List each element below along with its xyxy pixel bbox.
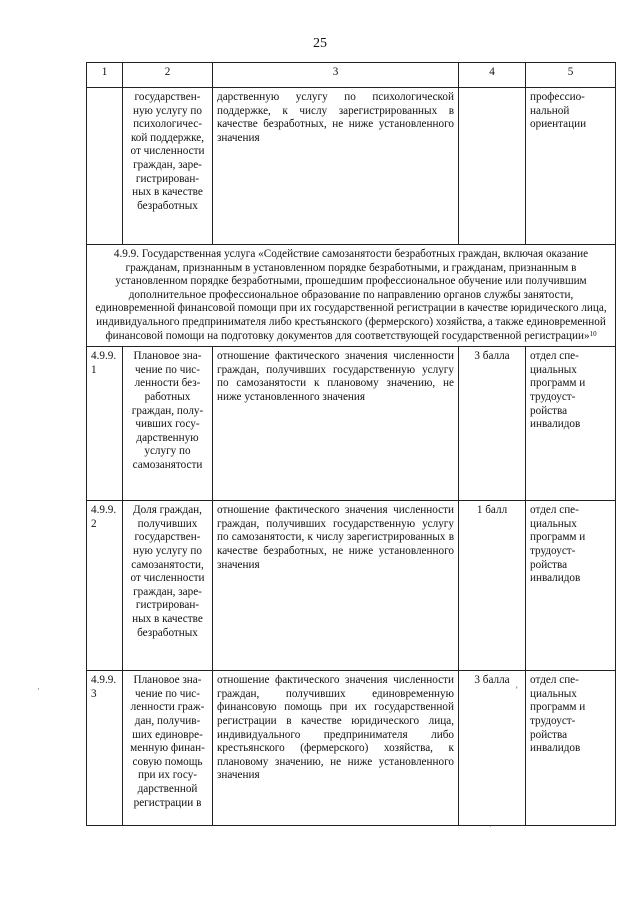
column-number: 1	[87, 63, 123, 88]
indicator-cell: Плановое зна- чение по чис- ленности без- работных граждан, полу- чивших госу- дарственную услугу по самозанятости	[123, 347, 213, 501]
scan-speck: '	[516, 685, 518, 695]
table-row	[87, 88, 616, 245]
column-number: 4	[459, 63, 526, 88]
row-number-cell: 4.9.9. 1	[87, 347, 123, 501]
table-row	[87, 501, 616, 671]
scan-speck: ·	[489, 821, 492, 831]
score-cell: 3 балла	[459, 671, 526, 826]
page-number: 25	[313, 36, 327, 51]
score-cell: 3 балла	[459, 347, 526, 501]
score-cell	[459, 88, 526, 245]
scan-speck: ·	[37, 684, 40, 694]
table-row	[87, 671, 616, 826]
row-number-cell: 4.9.9. 2	[87, 501, 123, 671]
column-numbers-row	[87, 63, 616, 88]
method-cell: дарственную услугу по психологической поддержке, к числу зарегистрированных в качестве безработных, не ниже установленного значения	[213, 88, 459, 245]
column-number: 5	[526, 63, 616, 88]
method-cell: отношение фактического значения численности граждан, получивших государственную услугу по самозанятости, к числу зарегистрированных в качестве безработных, не ниже установленного значения	[213, 501, 459, 671]
score-cell: 1 балл	[459, 501, 526, 671]
table-row	[87, 347, 616, 501]
section-heading	[87, 245, 616, 347]
footnote-ref: 10	[589, 329, 597, 338]
indicator-cell: государствен- ную услугу по психологичес- кой поддержке, от численности граждан, заре- гистрирован- ных в качестве безработных	[123, 88, 213, 245]
method-cell: отношение фактического значения численности граждан, получивших государственную услугу по самозанятости к плановому значению, не ниже установленного значения	[213, 347, 459, 501]
column-number: 3	[213, 63, 459, 88]
indicator-cell: Доля граждан, получивших государствен- ную услугу по самозанятости, от численности граждан, заре- гистрирован- ных в качестве безработных	[123, 501, 213, 671]
section-row	[87, 245, 616, 347]
row-number-cell: 4.9.9. 3	[87, 671, 123, 826]
indicator-cell: Плановое зна- чение по чис- ленности граж- дан, получив- ших единовре- менную финан- совую помощь при их госу- дарственной регистрации в	[123, 671, 213, 826]
responsible-cell: отдел спе- циальных программ и трудоуст- ройства инвалидов	[526, 671, 616, 826]
responsible-cell: отдел спе- циальных программ и трудоуст- ройства инвалидов	[526, 347, 616, 501]
section-text: 4.9.9. Государственная услуга «Содействие самозанятости безработных граждан, включая оказание гражданам, признанным в установленном порядке безработными, и гражданам, признанным в установленном порядке безработными, прошедшим профессиональное обучение или получившим дополнительное профессиональное образование по направлению органов службы занятости, единовременной финансовой помощи при их государственной регистрации в качестве юридического лица, индивидуального предпринимателя либо крестьянского (фермерского) хозяйства, а также единовременной финансовой помощи на подготовку документов для соответствующей государственной регистрации»	[95, 248, 607, 342]
responsible-cell: профессио- нальной ориентации	[526, 88, 616, 245]
responsible-cell: отдел спе- циальных программ и трудоуст- ройства инвалидов	[526, 501, 616, 671]
column-number: 2	[123, 63, 213, 88]
indicators-table	[86, 62, 616, 826]
method-cell: отношение фактического значения численности граждан, получивших единовременную финансовую помощь при их государственной регистрации в качестве юридического лица, индивидуального предпринимателя либо крестьянского (фермерского) хозяйства, к плановому значению, не ниже установленного значения	[213, 671, 459, 826]
row-number-cell	[87, 88, 123, 245]
